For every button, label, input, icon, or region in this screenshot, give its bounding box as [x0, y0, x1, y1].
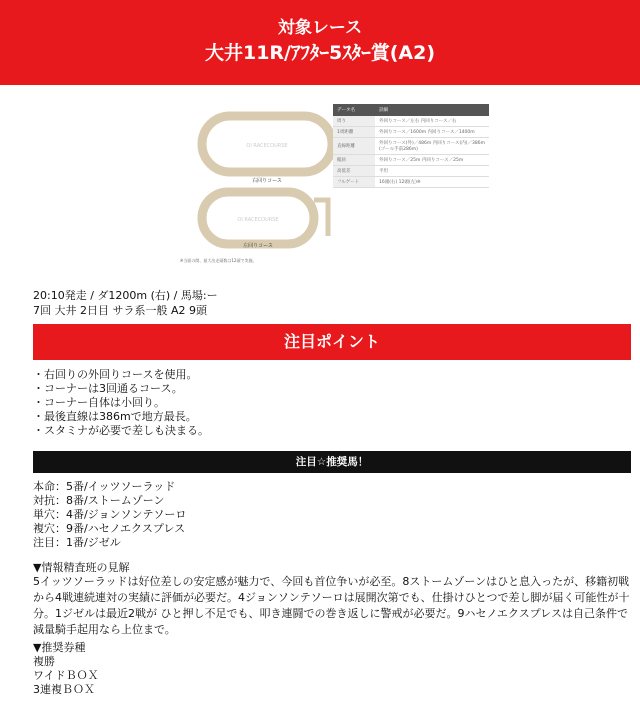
picks-heading: 注目☆推奨馬！: [33, 451, 631, 473]
race-banner: [0, 0, 640, 85]
course-label-left: 左回りコース: [243, 243, 273, 249]
ticket-item: ワイドＢＯＸ: [33, 669, 99, 682]
pick-item: 注目：1番/ジゼル: [33, 536, 121, 549]
banner-title: 対象レース: [277, 18, 363, 38]
ticket-item: 複勝: [33, 655, 55, 668]
course-watermark-2: OI RACECOURSE: [237, 217, 279, 223]
point-item: ・コーナー自体は小回り。: [33, 396, 165, 409]
race-info-line2: 7回 大井 2日目 サラ系一般 A2 9頭: [33, 304, 208, 317]
table-row: フルゲート 16頭(右) 12頭(左)※: [333, 177, 489, 188]
race-name: 大井11R/ｱﾌﾀｰ5ｽﾀｰ賞(A2): [204, 42, 436, 64]
table-row: 1周距離 外回りコース／1600m 内回りコース／1400m: [333, 127, 489, 138]
course-data-table: データ名 詳細 周り 外回りコース／左右 内回りコース／右 1周距離 外回りコース／1600m 内回りコース／1400m 直線距離 外回りコース(外)／486m 内回りコース(内)／386m (ゴール手前286m) 幅員 外回りコース／25m 内回りコース／25m 高低差 平坦 フルゲート 16頭(右) 12頭(左)※: [333, 104, 489, 188]
course-label-right: 右回りコース: [252, 178, 282, 184]
course-watermark: OI RACECOURSE: [246, 143, 288, 149]
point-item: ・最後直線は386mで地方最長。: [33, 410, 197, 423]
point-item: ・スタミナが必要で差しも決まる。: [33, 424, 209, 437]
pick-item: 単穴：4番/ジョンソンテソーロ: [33, 508, 187, 521]
table-row: 周り 外回りコース／左右 内回りコース／右: [333, 116, 489, 127]
table-row: 幅員 外回りコース／25m 内回りコース／25m: [333, 155, 489, 166]
tickets-heading: ▼推奨券種: [33, 641, 86, 654]
analysis-heading: ▼情報精査班の見解: [33, 561, 130, 574]
pick-item: 対抗：8番/ストームゾーン: [33, 494, 165, 507]
analysis-body: 5イッツソーラッドは好位差しの安定感が魅力で、今回も首位争いが必至。8ストームゾーンはひと息入ったが、移籍初戦から4戦連続連対の実績に評価が必要だ。4ジョンソンテソーロは展開次第でも、仕掛けひとつで差し脚が届く可能性が十分。1ジゼルは最近2戦が ひと押し不足でも、叩き連闘での巻き返しに警戒が必要だ。9ハセノエクスプレスは自己条件で減量騎手起用なら上位まで。: [33, 575, 630, 636]
points-heading: 注目ポイント: [33, 324, 631, 360]
point-item: ・コーナーは3回通るコース。: [33, 382, 183, 395]
race-info-line1: 20:10発走 / ダ1200m (右) / 馬場:ー: [33, 289, 218, 302]
pick-item: 本命：5番/イッツソーラッド: [33, 480, 176, 493]
table-row: 高低差 平坦: [333, 166, 489, 177]
course-footnote: ※当面の間、最大出走頭数は12頭で実施。: [180, 258, 257, 263]
ticket-item: 3連複ＢＯＸ: [33, 683, 95, 696]
point-item: ・右回りの外回りコースを使用。: [33, 368, 198, 381]
table-row: 直線距離 外回りコース(外)／486m 内回りコース(内)／386m (ゴール手前286m): [333, 138, 489, 155]
pick-item: 複穴：9番/ハセノエクスプレス: [33, 522, 186, 535]
